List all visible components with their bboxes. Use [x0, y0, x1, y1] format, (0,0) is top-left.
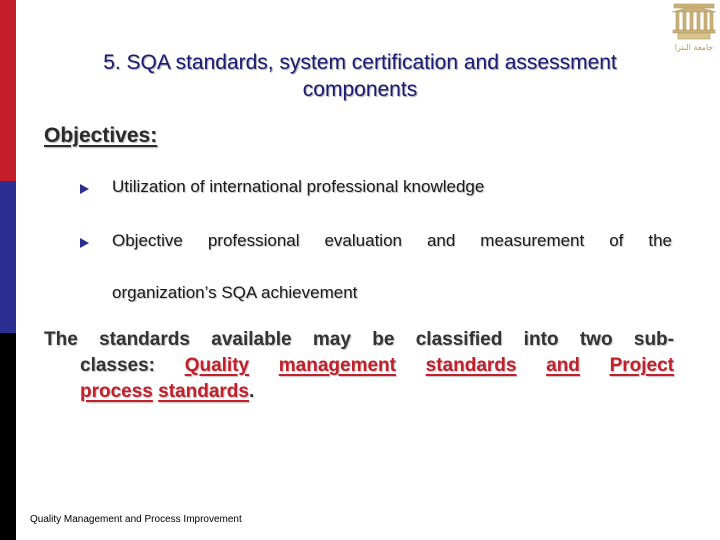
standards-paragraph: [44, 327, 674, 405]
and-term: and: [546, 355, 580, 376]
slide-title: [30, 49, 690, 103]
bullet-item-2: Objective professional evaluation and measurement of the: [112, 231, 672, 250]
slide-title-line2: components: [302, 78, 418, 101]
management-term: management: [278, 355, 396, 376]
left-accent-bar-blue: [0, 181, 16, 333]
slide-footer: Quality Management and Process Improvement: [30, 514, 242, 525]
objectives-heading: Objectives:: [44, 124, 158, 147]
standards-term: standards: [425, 355, 517, 376]
classes-label: classes:: [80, 355, 156, 376]
bullet-arrow-icon: [80, 238, 89, 248]
paragraph-line-2: [44, 353, 674, 379]
bullet-item-1: Utilization of international professional knowledge: [112, 177, 485, 196]
quality-term: Quality: [184, 355, 250, 376]
paragraph-period: .: [248, 381, 255, 402]
svg-text:جامعة البترا: جامعة البترا: [674, 43, 714, 52]
bullet-item-2-continuation: organization’s SQA achievement: [112, 283, 358, 302]
left-accent-bar-red: [0, 0, 16, 181]
paragraph-line-1: The standards available may be classified into two sub-: [44, 329, 674, 350]
bullet-arrow-icon: [80, 184, 89, 194]
left-accent-bar-black: [0, 333, 16, 540]
university-logo: [668, 0, 720, 56]
paragraph-line-3: [44, 379, 674, 405]
project-term: Project: [609, 355, 674, 376]
process-term: process: [80, 381, 153, 402]
process-standards-term: standards: [158, 381, 249, 402]
slide-title-line1: 5. SQA standards, system certification and assessment: [103, 51, 617, 74]
